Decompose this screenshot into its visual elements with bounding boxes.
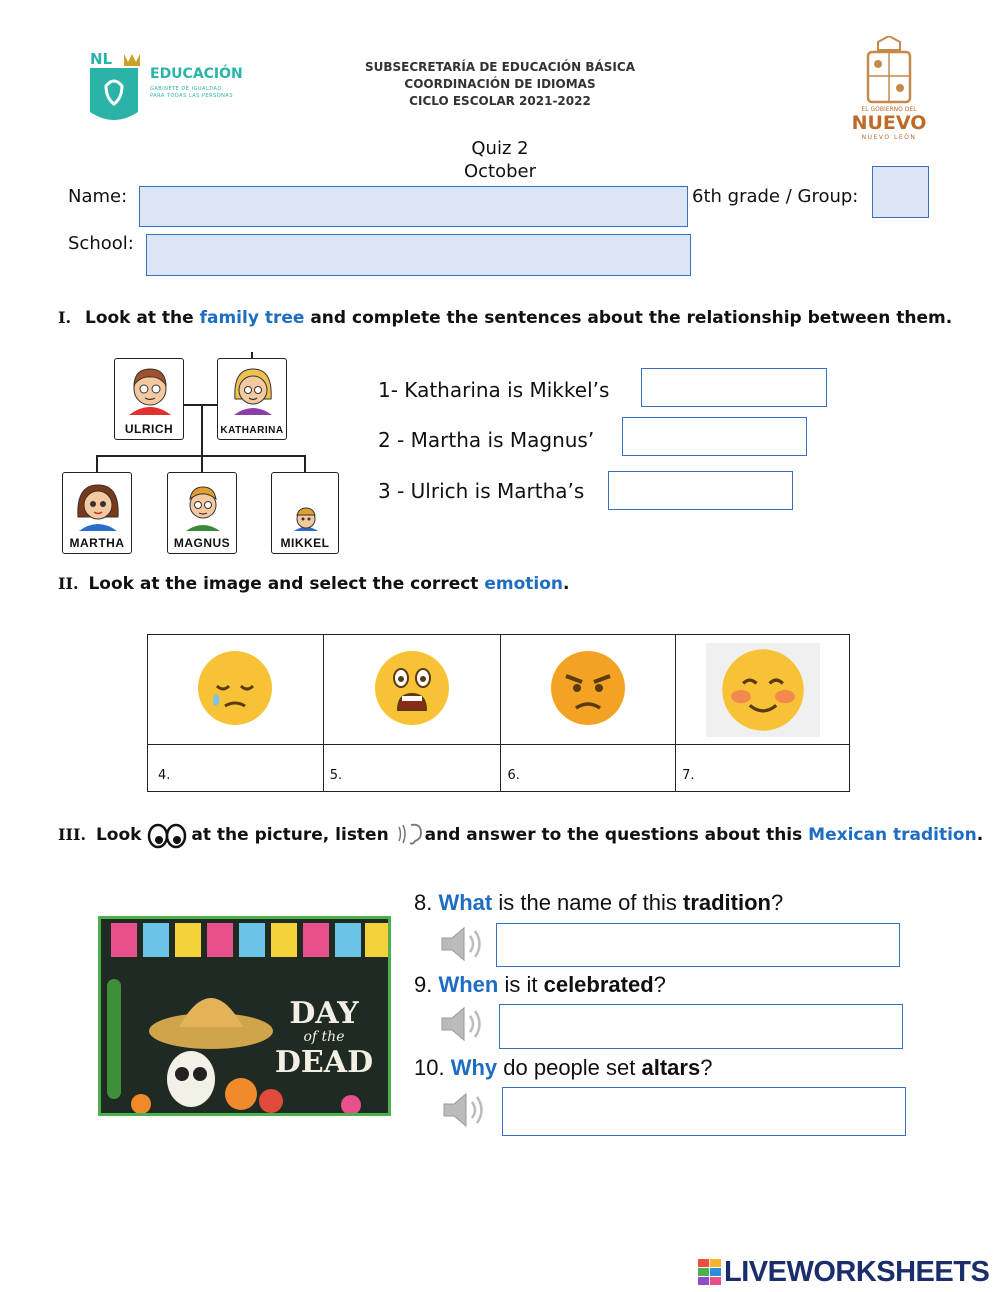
question-3-text: 3 - Ulrich is Martha’s bbox=[378, 479, 585, 503]
question-8-answer[interactable] bbox=[496, 923, 900, 967]
grade-group-label: 6th grade / Group: bbox=[692, 186, 859, 207]
logo-subtitle-2: PARA TODAS LAS PERSONAS bbox=[150, 93, 234, 99]
martha-portrait-icon bbox=[63, 473, 133, 533]
card-name-martha: MARTHA bbox=[69, 536, 125, 550]
card-magnus bbox=[167, 472, 237, 554]
emotion-number-4[interactable]: 4. bbox=[148, 745, 324, 792]
eyes-icon bbox=[147, 821, 191, 841]
coat-of-arms-icon bbox=[842, 36, 936, 106]
quiz-title: Quiz 2 bbox=[471, 138, 529, 159]
question-10-number: 10. bbox=[414, 1055, 451, 1080]
sad-face-icon bbox=[195, 648, 275, 728]
logo-right-big: NUEVO bbox=[851, 112, 927, 134]
poster-title-line-3: DEAD bbox=[274, 1045, 374, 1080]
card-name-mikkel: MIKKEL bbox=[280, 536, 330, 550]
emotion-number-7[interactable]: 7. bbox=[676, 745, 850, 792]
liveworksheets-logo[interactable] bbox=[698, 1256, 994, 1288]
section-2-highlight: emotion bbox=[484, 574, 564, 594]
emotion-number-5[interactable]: 5. bbox=[323, 745, 501, 792]
question-1-text: 1- Katharina is Mikkel’s bbox=[378, 378, 610, 402]
school-label: School: bbox=[68, 233, 134, 254]
school-field[interactable] bbox=[146, 234, 691, 276]
header-line-3: CICLO ESCOLAR 2021-2022 bbox=[409, 94, 591, 108]
logo-right-small: EL GOBIERNO DEL bbox=[861, 106, 917, 113]
speaker-icon[interactable] bbox=[440, 1088, 490, 1132]
logo-subtitle-1: GABINETE DE IGUALDAD bbox=[150, 86, 222, 92]
card-katharina bbox=[217, 358, 287, 440]
day-of-the-dead-poster bbox=[98, 916, 391, 1116]
ulrich-portrait-icon bbox=[115, 359, 185, 419]
section-1-highlight: family tree bbox=[199, 308, 305, 328]
question-8-keyword: What bbox=[438, 890, 493, 915]
question-8-number: 8. bbox=[414, 890, 439, 915]
group-field[interactable] bbox=[872, 166, 929, 218]
question-8-text bbox=[414, 890, 783, 916]
section-3-look: Look bbox=[95, 825, 142, 845]
speaker-icon[interactable] bbox=[438, 1002, 488, 1046]
emotion-cell-5 bbox=[323, 635, 501, 745]
question-8-end: ? bbox=[771, 890, 784, 915]
question-9-bold: celebrated bbox=[543, 972, 654, 997]
logo-title: EDUCACIÓN bbox=[150, 66, 243, 82]
speaker-icon[interactable] bbox=[438, 922, 488, 966]
section-3-heading bbox=[58, 825, 983, 845]
section-3-highlight: Mexican tradition bbox=[808, 825, 977, 845]
question-2-text: 2 - Martha is Magnus’ bbox=[378, 428, 595, 452]
card-ulrich bbox=[114, 358, 184, 440]
logo-right-sub: NUEVO LEÓN bbox=[861, 134, 917, 141]
question-10-answer[interactable] bbox=[502, 1087, 906, 1136]
section-2-number: II. bbox=[58, 574, 79, 593]
question-3-answer[interactable] bbox=[608, 471, 793, 510]
question-10-text bbox=[414, 1055, 712, 1081]
question-9-number: 9. bbox=[414, 972, 439, 997]
question-9-end: ? bbox=[653, 972, 666, 997]
question-2-answer[interactable] bbox=[622, 417, 807, 456]
question-9-answer[interactable] bbox=[499, 1004, 903, 1049]
liveworksheets-blocks-icon bbox=[698, 1259, 722, 1287]
question-10-end: ? bbox=[700, 1055, 713, 1080]
question-9-middle: is it bbox=[498, 972, 544, 997]
shocked-face-icon bbox=[372, 648, 452, 728]
card-name-ulrich: ULRICH bbox=[124, 422, 174, 436]
section-1-text-a: Look at the bbox=[84, 308, 200, 328]
question-8-middle: is the name of this bbox=[492, 890, 683, 915]
section-3-text-c: . bbox=[976, 825, 984, 845]
emotion-cell-4 bbox=[148, 635, 324, 745]
section-1-heading bbox=[58, 308, 952, 328]
logo-nl-text: NL bbox=[90, 50, 113, 68]
header-line-1: SUBSECRETARÍA DE EDUCACIÓN BÁSICA bbox=[365, 60, 635, 74]
name-label: Name: bbox=[68, 186, 128, 207]
section-1-number: I. bbox=[58, 308, 72, 327]
name-field[interactable] bbox=[139, 186, 688, 227]
magnus-portrait-icon bbox=[168, 473, 238, 533]
katharina-portrait-icon bbox=[218, 359, 288, 419]
mikkel-portrait-icon bbox=[272, 473, 340, 533]
question-10-keyword: Why bbox=[450, 1055, 498, 1080]
question-10-bold: altars bbox=[641, 1055, 701, 1080]
emotion-cell-6 bbox=[501, 635, 676, 745]
nuevo-leon-logo bbox=[842, 36, 936, 146]
section-2-text-a: Look at the image and select the correct bbox=[88, 574, 485, 594]
section-3-text-b: and answer to the questions about this bbox=[424, 825, 809, 845]
question-8-bold: tradition bbox=[683, 890, 771, 915]
liveworksheets-brand: LIVEWORKSHEETS bbox=[724, 1256, 990, 1288]
ear-listen-icon bbox=[395, 821, 425, 841]
section-2-heading bbox=[58, 574, 570, 594]
poster-title-line-1: DAY bbox=[289, 996, 359, 1031]
card-martha bbox=[62, 472, 132, 554]
card-mikkel bbox=[271, 472, 339, 554]
question-10-middle: do people set bbox=[497, 1055, 642, 1080]
emotion-number-6[interactable]: 6. bbox=[501, 745, 676, 792]
section-3-text-a: at the picture, listen bbox=[191, 825, 389, 845]
section-1-text-b: and complete the sentences about the relationship between them. bbox=[304, 308, 953, 328]
blushing-smile-face-icon bbox=[719, 646, 807, 734]
angry-face-icon bbox=[548, 648, 628, 728]
card-name-magnus: MAGNUS bbox=[173, 536, 231, 550]
question-1-answer[interactable] bbox=[641, 368, 827, 407]
header-line-2: COORDINACIÓN DE IDIOMAS bbox=[404, 77, 596, 91]
card-name-katharina: KATHARINA bbox=[220, 425, 284, 436]
section-3-number: III. bbox=[58, 825, 87, 844]
section-2-text-b: . bbox=[563, 574, 570, 594]
question-9-text bbox=[414, 972, 666, 998]
poster-title-line-2: of the bbox=[303, 1029, 345, 1045]
emotions-table bbox=[147, 634, 850, 792]
emotion-cell-7 bbox=[676, 635, 850, 745]
question-9-keyword: When bbox=[438, 972, 499, 997]
quiz-month: October bbox=[463, 161, 537, 182]
education-logo bbox=[88, 50, 248, 130]
